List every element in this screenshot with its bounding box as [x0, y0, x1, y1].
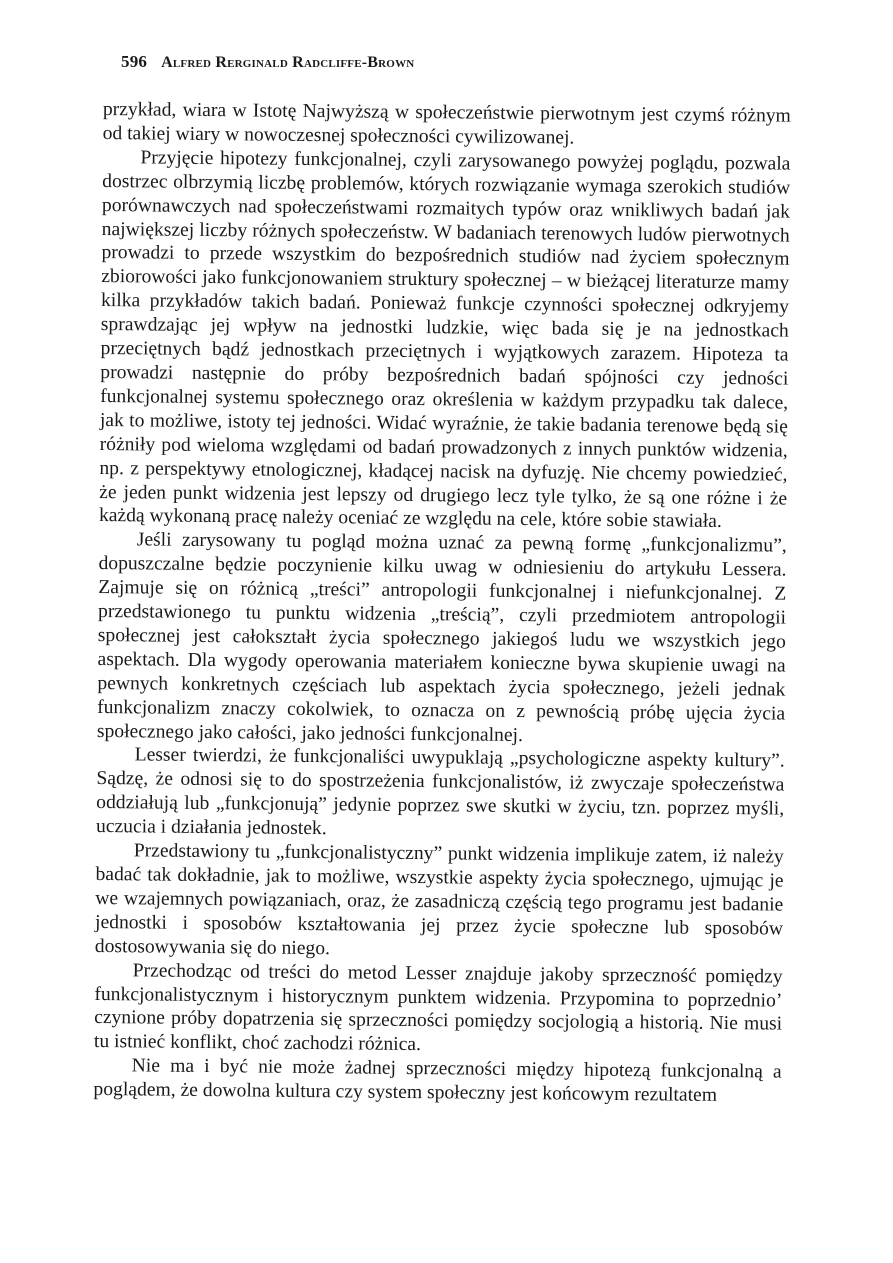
paragraph: Przyjęcie hipotezy funkcjonalnej, czyli zarysowanego powyżej poglądu, pozwala dostrzec olbrzymią liczbę problemów, których rozwiązanie wymaga szerokich studiów porównawczych nad społeczeństwami rozmaitych typów oraz wnikliwych badań jak największej liczby różnych społeczeństw. W badaniach terenowych ludów pierwotnych prowadzi to przede wszystkim do bezpośrednich studiów nad życiem społecznym zbiorowości jako funkcjonowaniem struktury społecznej – w bieżącej literaturze mamy kilka przykładów takich badań. Ponieważ funkcje czynności społecznej odkryjemy sprawdzając jej wpływ na jednostki ludzkie, więc bada się je na jednostkach przeciętnych bądź jednostkach przeciętnych i wyjątkowych zarazem. Hipoteza ta prowadzi następnie do próby bezpośrednich badań spójności czy jedności funkcjonalnej systemu społecznego oraz określenia w każdym przypadku tak dalece, jak to możliwe, istoty tej jedności. Widać wyraźnie, że takie badania terenowe będą się różniły pod wieloma względami od badań prowadzonych z innych punktów widzenia, np. z perspektywy etnologicznej, kładącej nacisk na dyfuzję. Nie chcemy powiedzieć, że jeden punkt widzenia jest lepszy od drugiego lecz tyle tylko, że są one różne i że każdą wykonaną pracę należy oceniać ze względu na cele, które sobie stawiała.: [98, 147, 791, 533]
body-text: [93, 98, 791, 1109]
page-number: 596: [121, 52, 148, 71]
paragraph: przykład, wiara w Istotę Najwyższą w społeczeństwie pierwotnym jest czymś różnym od takiej wiary w nowoczesnej społeczności cywilizowanej.: [102, 98, 791, 149]
paragraph: Przechodząc od treści do metod Lesser znajduje jakoby sprzeczność pomiędzy funkcjonalistycznym i historycznym punktem widzenia. Przypomina to poprzednio’ czynione próby dopatrzenia się sprzeczności pomiędzy socjologią a historią. Nie musi tu istnieć konflikt, choć zachodzi różnica.: [93, 959, 783, 1056]
paragraph: Nie ma i być nie może żadnej sprzeczności między hipotezą funkcjonalną a poglądem, że dowolna kultura czy system społeczny jest końcowym rezultatem: [93, 1055, 782, 1107]
paragraph: Jeśli zarysowany tu pogląd można uznać za pewną formę „funkcjonalizmu”, dopuszczalne będzie poczynienie kilku uwag w odniesieniu do artykułu Lessera. Zajmuje się on różnicą „treści” antropologii funkcjonalnej i niefunkcjonalnej. Z przedstawionego tu punktu widzenia „treścią”, czyli przedmiotem antropologii społecznej jest całokształt życia społecznego jakiegoś ludu we wszystkich jego aspektach. Dla wygody operowania materiałem konieczne bywa skupienie uwagi na pewnych konkretnych częściach lub aspektach życia społecznego, jeżeli jednak funkcjonalizm znaczy cokolwiek, to oznacza on z pewnością próbę ujęcia życia społecznego jako całości, jako jedności funkcjonalnej.: [96, 529, 787, 746]
paragraph: Przedstawiony tu „funkcjonalistyczny” punkt widzenia implikuje zatem, iż należy badać tak dokładnie, jak to możliwe, wszystkie aspekty życia społecznego, ujmując je we wzajemnych powiązaniach, oraz, że zasadniczą częścią tego programu jest badanie jednostki i sposobów kształtowania jej przez życie społeczne lub sposobów dostosowywania się do niego.: [94, 840, 784, 959]
running-head-author: Alfred Rerginald Radcliffe-Brown: [161, 54, 415, 71]
running-head: [121, 52, 781, 72]
paragraph: Lesser twierdzi, że funkcjonaliści uwypuklają „psychologiczne aspekty kultury”. Sądzę, że odnosi się to do spostrzeżenia funkcjonalistów, iż zwyczaje społeczeństwa oddziałują lub „funkcjonują” jedynie poprzez swe skutki w życiu, tzn. poprzez myśli, uczucia i działania jednostek.: [95, 744, 785, 840]
